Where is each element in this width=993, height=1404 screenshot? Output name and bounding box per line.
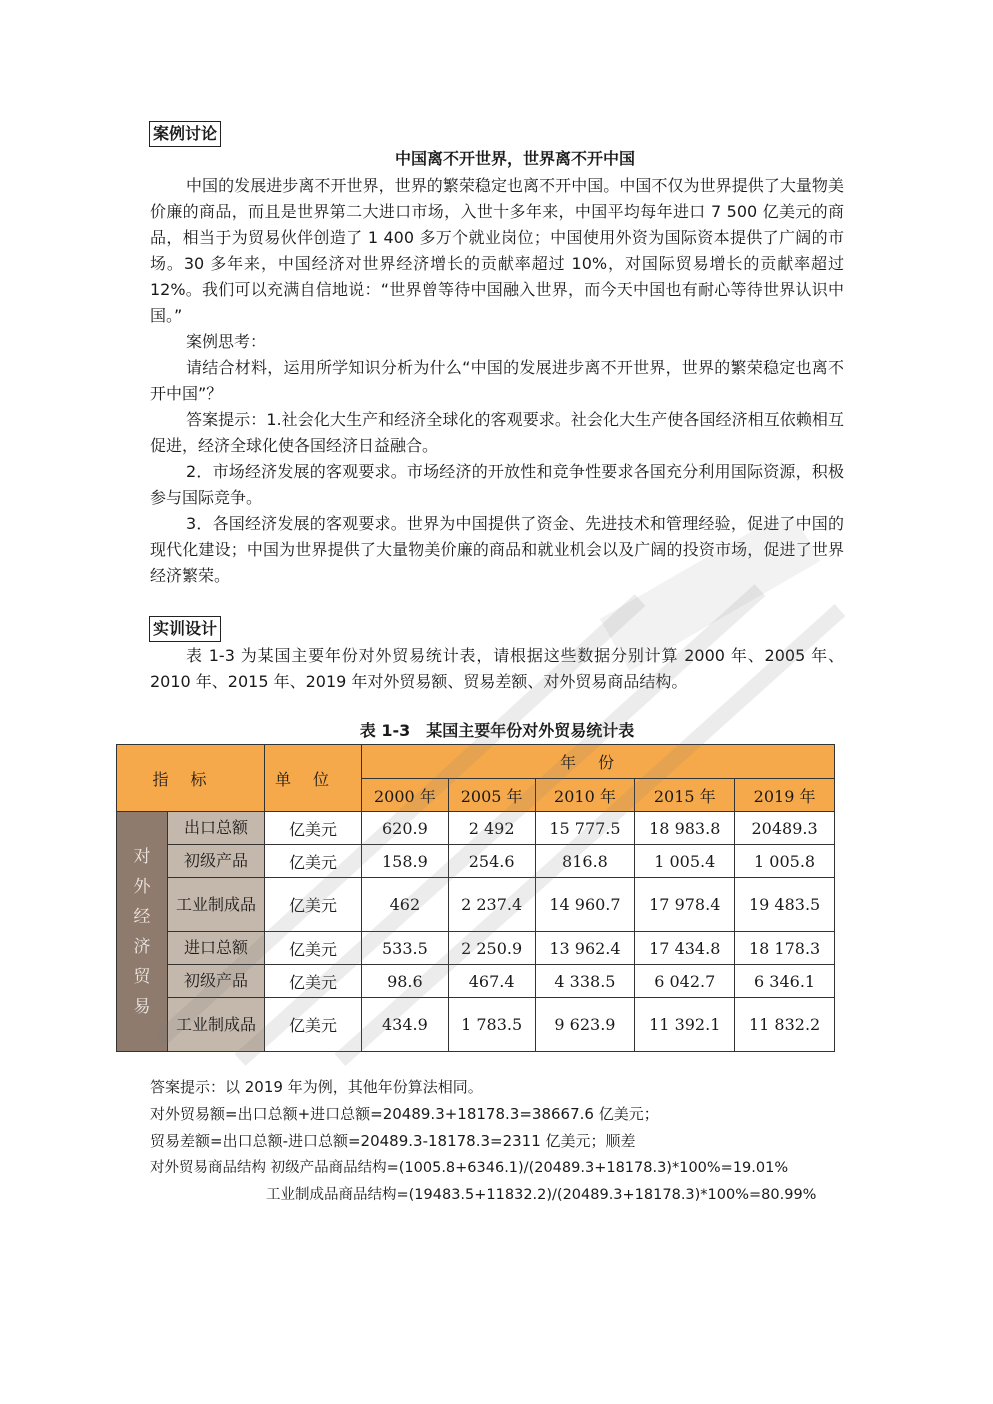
row-item: 初级产品: [168, 965, 265, 998]
row-item: 初级产品: [168, 845, 265, 878]
header-unit: 单位: [265, 745, 362, 812]
value-cell: 13 962.4: [535, 932, 635, 965]
side-char: 外: [133, 876, 151, 897]
value-cell: 11 392.1: [635, 998, 735, 1052]
year-cell: 2019 年: [735, 779, 835, 812]
value-cell: 20489.3: [735, 812, 835, 845]
side-char: 经: [133, 906, 151, 927]
value-cell: 2 250.9: [448, 932, 535, 965]
value-cell: 6 346.1: [735, 965, 835, 998]
value-cell: 11 832.2: [735, 998, 835, 1052]
side-char: 对: [133, 846, 151, 867]
value-cell: 17 978.4: [635, 878, 735, 932]
answer-line: 答案提示：以 2019 年为例，其他年份算法相同。: [150, 1078, 483, 1096]
case-question-label: 案例思考：: [186, 332, 267, 351]
trade-statistics-table: [116, 744, 835, 1052]
year-cell: 2005 年: [448, 779, 535, 812]
training-intro: 表 1-3 为某国主要年份对外贸易统计表，请根据这些数据分别计算 2000 年、2005 年、2010 年、2015 年、2019 年对外贸易额、贸易差额、对外贸易商品结构。: [150, 646, 844, 691]
header-indicator: 指标: [117, 745, 265, 812]
row-unit: 亿美元: [265, 812, 362, 845]
value-cell: 6 042.7: [635, 965, 735, 998]
value-cell: 254.6: [448, 845, 535, 878]
answer-hint-2: 2．市场经济发展的客观要求。市场经济的开放性和竞争性要求各国充分利用国际资源，积极参与国际竞争。: [150, 462, 844, 507]
year-cell: 2015 年: [635, 779, 735, 812]
row-unit: 亿美元: [265, 932, 362, 965]
answer-hint-3: 3．各国经济发展的客观要求。世界为中国提供了资金、先进技术和管理经验，促进了中国的现代化建设；中国为世界提供了大量物美价廉的商品和就业机会以及广阔的投资市场，促进了世界经济繁荣。: [150, 514, 844, 585]
value-cell: 2 237.4: [448, 878, 535, 932]
table-row: [117, 812, 835, 845]
row-item: 进口总额: [168, 932, 265, 965]
value-cell: 1 783.5: [448, 998, 535, 1052]
value-cell: 462: [362, 878, 449, 932]
row-item: 工业制成品: [168, 878, 265, 932]
value-cell: 17 434.8: [635, 932, 735, 965]
side-char: 易: [133, 996, 151, 1017]
value-cell: 620.9: [362, 812, 449, 845]
side-char: 济: [133, 936, 151, 957]
year-cell: 2000 年: [362, 779, 449, 812]
table-row: [117, 965, 835, 998]
value-cell: 18 178.3: [735, 932, 835, 965]
value-cell: 434.9: [362, 998, 449, 1052]
training-design-heading: 实训设计: [149, 616, 221, 642]
value-cell: 2 492: [448, 812, 535, 845]
value-cell: 14 960.7: [535, 878, 635, 932]
row-unit: 亿美元: [265, 965, 362, 998]
row-unit: 亿美元: [265, 845, 362, 878]
table-row: [117, 932, 835, 965]
table-row: [117, 845, 835, 878]
table-row: [117, 998, 835, 1052]
answer-hint-1: 答案提示：1.社会化大生产和经济全球化的客观要求。社会化大生产使各国经济相互依赖相互促进，经济全球化使各国经济日益融合。: [150, 410, 844, 455]
case-discussion-heading: 案例讨论: [149, 121, 221, 147]
value-cell: 4 338.5: [535, 965, 635, 998]
value-cell: 19 483.5: [735, 878, 835, 932]
value-cell: 158.9: [362, 845, 449, 878]
value-cell: 15 777.5: [535, 812, 635, 845]
case-title: 中国离不开世界，世界离不开中国: [394, 149, 635, 168]
row-unit: 亿美元: [265, 878, 362, 932]
value-cell: 816.8: [535, 845, 635, 878]
answer-line: 贸易差额=出口总额-进口总额=20489.3-18178.3=2311 亿美元；顺差: [150, 1132, 636, 1150]
value-cell: 467.4: [448, 965, 535, 998]
row-unit: 亿美元: [265, 998, 362, 1052]
header-year: 年份: [362, 745, 835, 779]
value-cell: 9 623.9: [535, 998, 635, 1052]
side-label: [117, 812, 168, 1052]
value-cell: 18 983.8: [635, 812, 735, 845]
row-item: 工业制成品: [168, 998, 265, 1052]
value-cell: 1 005.4: [635, 845, 735, 878]
year-cell: 2010 年: [535, 779, 635, 812]
answer-line: 对外贸易商品结构 初级产品商品结构=(1005.8+6346.1)/(20489.3+18178.3)*100%=19.01%: [150, 1160, 789, 1176]
value-cell: 533.5: [362, 932, 449, 965]
answer-line: 工业制成品商品结构=(19483.5+11832.2)/(20489.3+18178.3)*100%=80.99%: [266, 1187, 817, 1203]
row-item: 出口总额: [168, 812, 265, 845]
value-cell: 1 005.8: [735, 845, 835, 878]
table-row: [117, 878, 835, 932]
answer-line: 对外贸易额=出口总额+进口总额=20489.3+18178.3=38667.6 亿美元；: [150, 1105, 659, 1123]
table-caption: 表 1-3 某国主要年份对外贸易统计表: [359, 721, 635, 740]
case-paragraph: 中国的发展进步离不开世界，世界的繁荣稳定也离不开中国。中国不仅为世界提供了大量物美价廉的商品，而且是世界第二大进口市场，入世十多年来，中国平均每年进口 7 500 亿美元的商品，相当于为贸易伙伴创造了 1 400 多万个就业岗位；中国使用外资为国际资本提供了广阔的市场。30 多年来，中国经济对世界经济增长的贡献率超过 10%，对国际贸易增长的贡献率超过 12%。我们可以充满自信地说：“世界曾等待中国融入世界，而今天中国也有耐心等待世界认识中国。”: [150, 176, 844, 325]
side-char: 贸: [133, 966, 151, 987]
value-cell: 98.6: [362, 965, 449, 998]
case-question: 请结合材料，运用所学知识分析为什么“中国的发展进步离不开世界，世界的繁荣稳定也离不开中国”？: [150, 358, 844, 403]
